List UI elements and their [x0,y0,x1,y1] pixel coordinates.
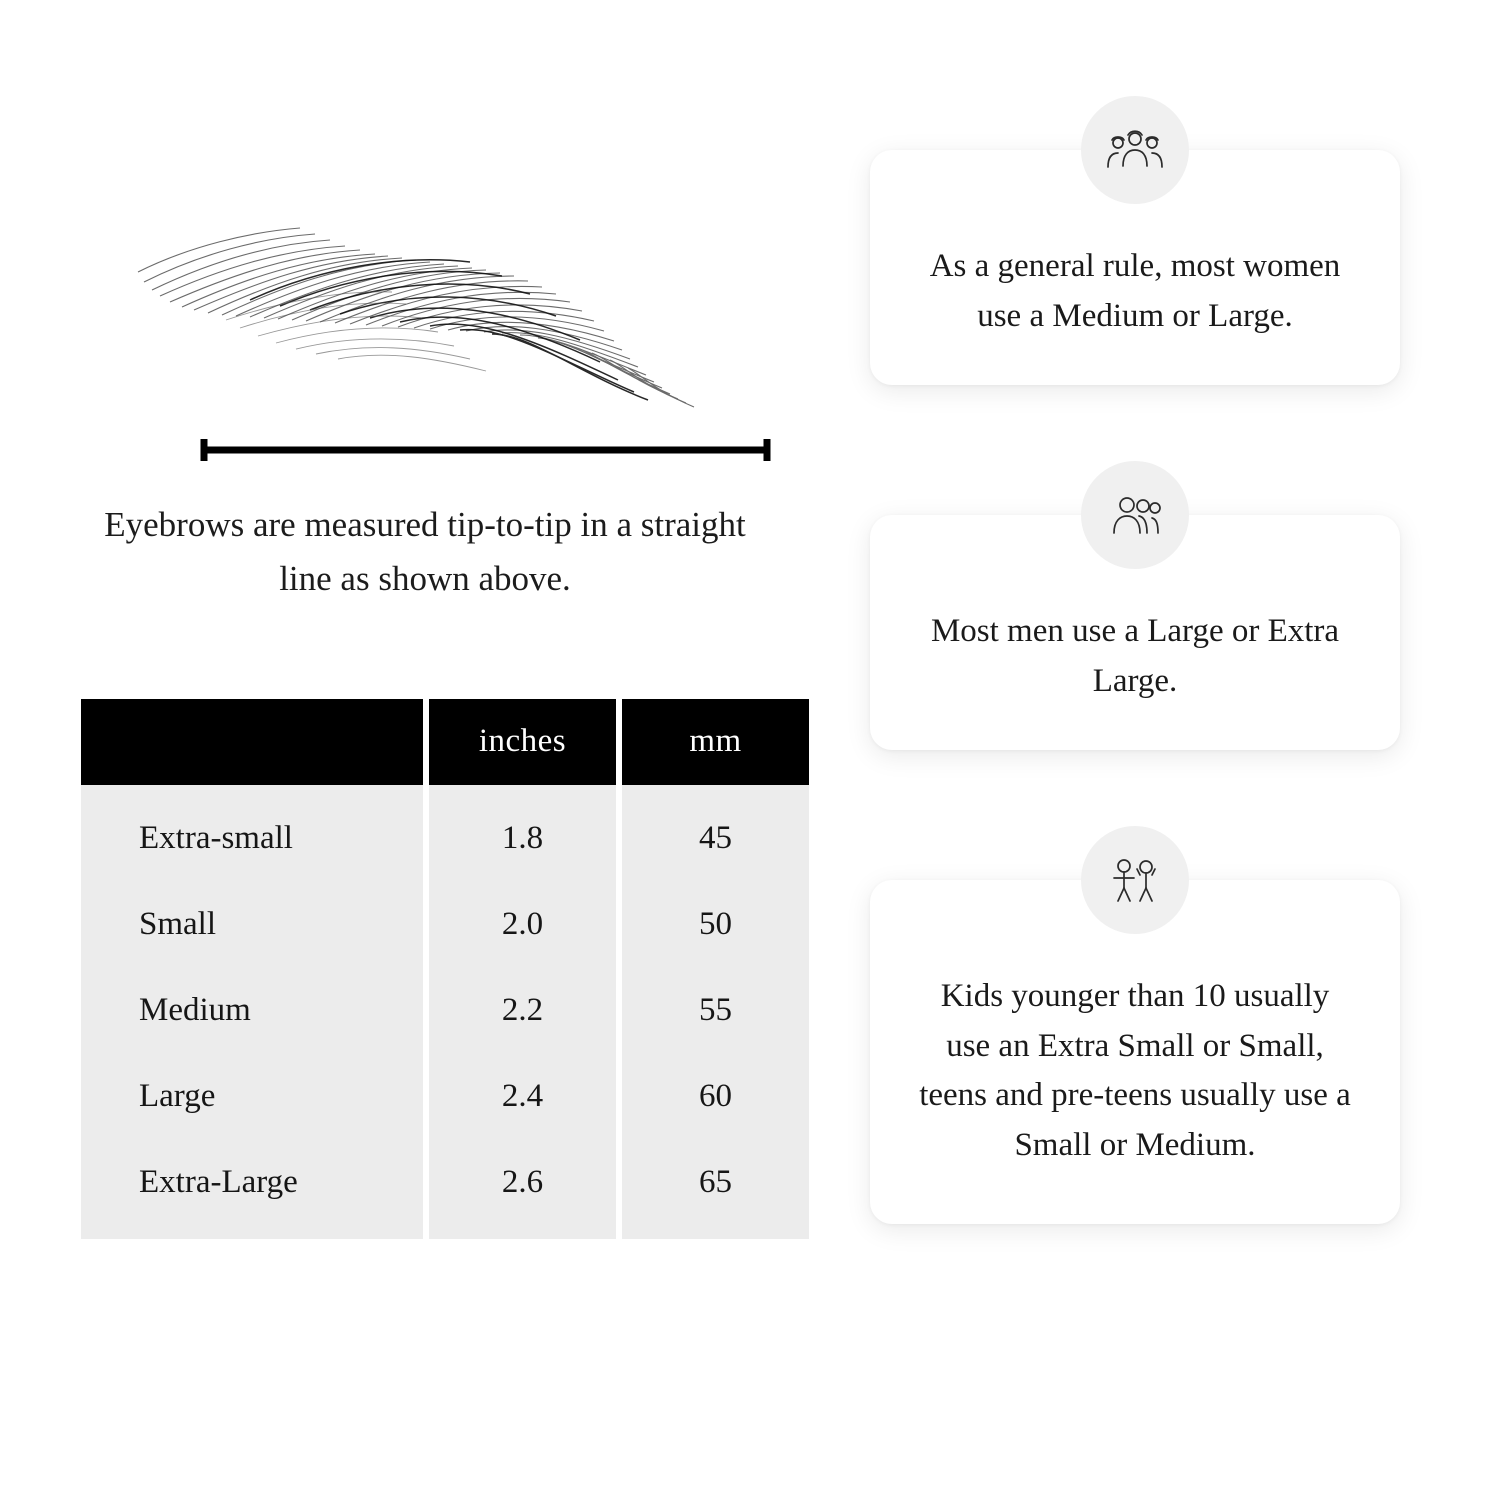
table-row [81,785,809,882]
table-header-row [81,699,809,785]
table-header-inches: inches [429,699,616,785]
figure-caption: Eyebrows are measured tip-to-tip in a straight line as shown above. [104,505,746,599]
men-group-icon [1081,461,1189,569]
cell-inches: 2.6 [429,1140,616,1239]
eyebrow-figure [130,150,750,480]
info-card-women [870,150,1400,385]
table-row [81,882,809,968]
guidance-cards [870,150,1430,1340]
cell-mm: 55 [622,968,809,1054]
cell-inches: 2.2 [429,968,616,1054]
cell-size: Small [81,882,423,968]
cell-inches: 2.4 [429,1054,616,1140]
cell-size: Large [81,1054,423,1140]
cell-size: Extra-small [81,785,423,882]
cell-size: Extra-Large [81,1140,423,1239]
size-chart-table [75,699,815,1239]
info-card-kids-text: Kids younger than 10 usually use an Extra Small or Small, teens and pre-teens usually use a Small or Medium. [919,978,1351,1163]
info-card-women-text: As a general rule, most women use a Medium or Large. [929,248,1341,334]
table-row [81,968,809,1054]
cell-mm: 50 [622,882,809,968]
table-header [81,699,809,785]
women-group-icon [1081,96,1189,204]
measurement-section [75,150,805,1239]
table-body [81,785,809,1239]
measurement-line-icon [198,438,773,462]
info-card-men-text: Most men use a Large or Extra Large. [930,613,1340,699]
kids-icon-glyph [1106,855,1164,905]
cell-size: Medium [81,968,423,1054]
info-card-kids [870,880,1400,1224]
cell-mm: 65 [622,1140,809,1239]
info-card-men [870,515,1400,750]
eyebrow-illustration-icon [130,150,750,410]
cell-inches: 2.0 [429,882,616,968]
cell-mm: 60 [622,1054,809,1140]
table-header-size [81,699,423,785]
cell-mm: 45 [622,785,809,882]
kids-icon [1081,826,1189,934]
table-row [81,1054,809,1140]
table-row [81,1140,809,1239]
women-group-icon-glyph [1105,126,1165,174]
cell-inches: 1.8 [429,785,616,882]
men-group-icon-glyph [1105,491,1165,539]
table-header-mm: mm [622,699,809,785]
